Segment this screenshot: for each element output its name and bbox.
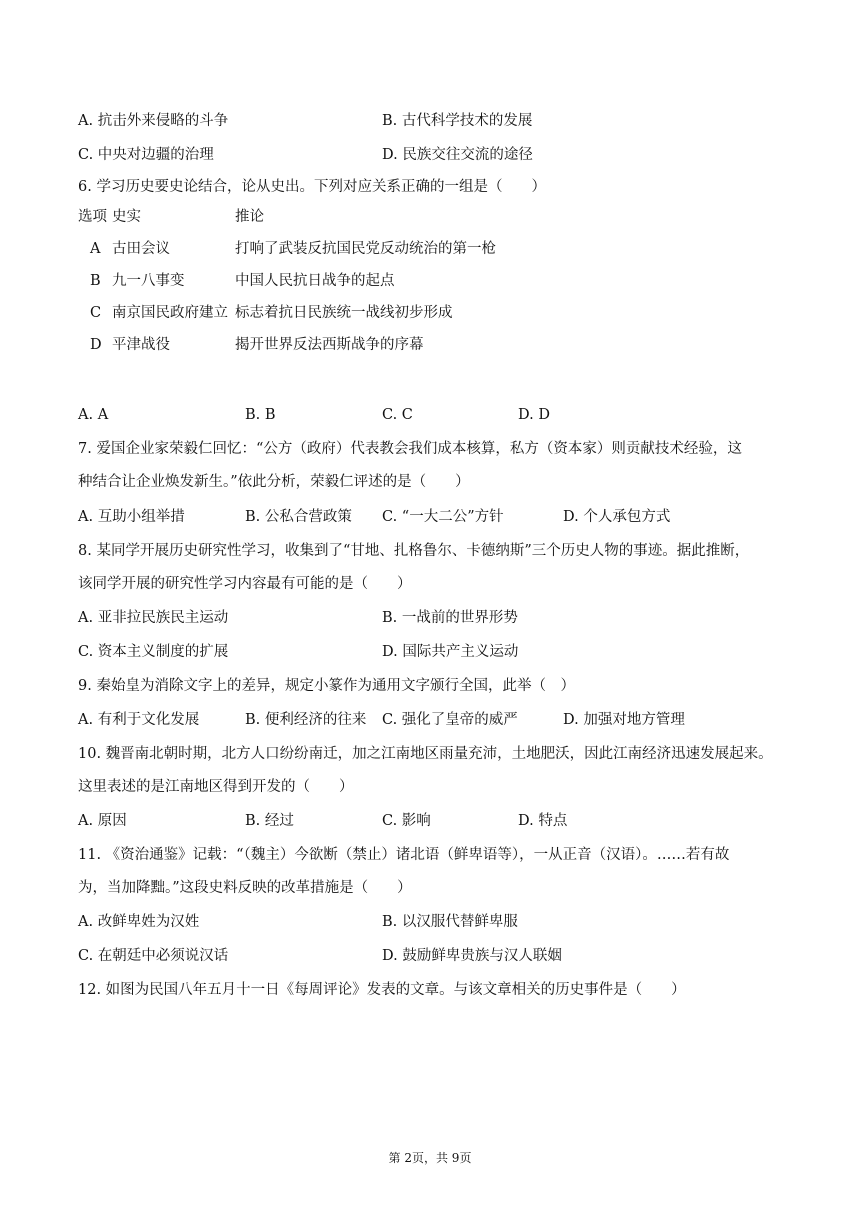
q6-row-d-fact: 平津战役 <box>112 337 170 353</box>
q11-option-b: B. 以汉服代替鲜卑服 <box>382 914 518 930</box>
q6-row-d-option: D <box>90 337 102 353</box>
q6-header-option: 选项 <box>78 209 107 225</box>
q11-option-d: D. 鼓励鲜卑贵族与汉人联姻 <box>382 948 562 964</box>
q6-header-fact: 史实 <box>112 209 141 225</box>
q11-option-c: C. 在朝廷中必须说汉话 <box>78 948 229 964</box>
q7-stem-line2: 种结合让企业焕发新生。”依此分析，荣毅仁评述的是（ ） <box>78 474 470 490</box>
q8-option-d: D. 国际共产主义运动 <box>382 644 519 660</box>
q11-option-a: A. 改鲜卑姓为汉姓 <box>78 914 200 930</box>
q11-stem-line2: 为，当加降黜。”这段史料反映的改革措施是（ ） <box>78 880 412 896</box>
q6-row-c-inference: 标志着抗日民族统一战线初步形成 <box>235 305 453 321</box>
q6-row-b-fact: 九一八事变 <box>112 273 185 289</box>
q6-option-d: D. D <box>518 407 550 423</box>
q8-stem-line2: 该同学开展的研究性学习内容最有可能的是（ ） <box>78 576 412 592</box>
q6-header-inference: 推论 <box>235 209 264 225</box>
q6-row-c-fact: 南京国民政府建立 <box>112 305 228 321</box>
q9-stem: 9. 秦始皇为消除文字上的差异，规定小篆作为通用文字颁行全国，此举（ ） <box>78 678 575 694</box>
q6-row-b-option: B <box>90 273 101 289</box>
q10-stem-line1: 10. 魏晋南北朝时期，北方人口纷纷南迁，加之江南地区雨量充沛，土地肥沃，因此江南经济迅速发展起来。 <box>78 746 773 762</box>
q12-stem: 12. 如图为民国八年五月十一日《每周评论》发表的文章。与该文章相关的历史事件是（ ） <box>78 982 686 998</box>
q6-row-b-inference: 中国人民抗日战争的起点 <box>235 273 395 289</box>
q6-row-d-inference: 揭开世界反法西斯战争的序幕 <box>235 337 424 353</box>
q6-row-a-inference: 打响了武装反抗国民党反动统治的第一枪 <box>235 241 496 257</box>
q7-option-b: B. 公私合营政策 <box>245 509 352 525</box>
q6-stem: 6. 学习历史要史论结合，论从史出。下列对应关系正确的一组是（ ） <box>78 179 546 195</box>
q6-row-a-option: A <box>90 241 101 257</box>
q10-option-b: B. 经过 <box>245 813 294 829</box>
q8-option-c: C. 资本主义制度的扩展 <box>78 644 229 660</box>
q6-option-a: A. A <box>78 407 109 423</box>
q9-option-d: D. 加强对地方管理 <box>563 712 685 728</box>
q6-option-c: C. C <box>382 407 413 423</box>
q11-stem-line1: 11. 《资治通鉴》记载：“（魏主）今欲断（禁止）诸北语（鲜卑语等），一从正音（汉语）。……若有故 <box>78 847 730 863</box>
q9-option-a: A. 有利于文化发展 <box>78 712 200 728</box>
q6-row-a-fact: 古田会议 <box>112 241 170 257</box>
q8-option-a: A. 亚非拉民族民主运动 <box>78 610 229 626</box>
q5-option-b: B. 古代科学技术的发展 <box>382 113 533 129</box>
q10-option-c: C. 影响 <box>382 813 431 829</box>
q7-option-c: C. “一大二公”方针 <box>382 509 504 525</box>
q7-option-d: D. 个人承包方式 <box>563 509 671 525</box>
q9-option-c: C. 强化了皇帝的威严 <box>382 712 518 728</box>
q5-option-d: D. 民族交往交流的途径 <box>382 147 533 163</box>
page-footer: 第 2页，共 9页 <box>388 1151 472 1165</box>
q10-stem-line2: 这里表述的是江南地区得到开发的（ ） <box>78 779 354 795</box>
q5-option-a: A. 抗击外来侵略的斗争 <box>78 113 229 129</box>
q10-option-a: A. 原因 <box>78 813 127 829</box>
q6-option-b: B. B <box>245 407 276 423</box>
q8-stem-line1: 8. 某同学开展历史研究性学习，收集到了“甘地、扎格鲁尔、卡德纳斯”三个历史人物的事迹。据此推断， <box>78 543 750 559</box>
q8-option-b: B. 一战前的世界形势 <box>382 610 518 626</box>
q6-row-c-option: C <box>90 305 102 321</box>
q10-option-d: D. 特点 <box>518 813 568 829</box>
q7-stem-line1: 7. 爱国企业家荣毅仁回忆：“公方（政府）代表教会我们成本核算，私方（资本家）则贡献技术经验，这 <box>78 441 742 457</box>
q9-option-b: B. 便利经济的往来 <box>245 712 367 728</box>
q5-option-c: C. 中央对边疆的治理 <box>78 147 214 163</box>
q7-option-a: A. 互助小组举措 <box>78 509 185 525</box>
